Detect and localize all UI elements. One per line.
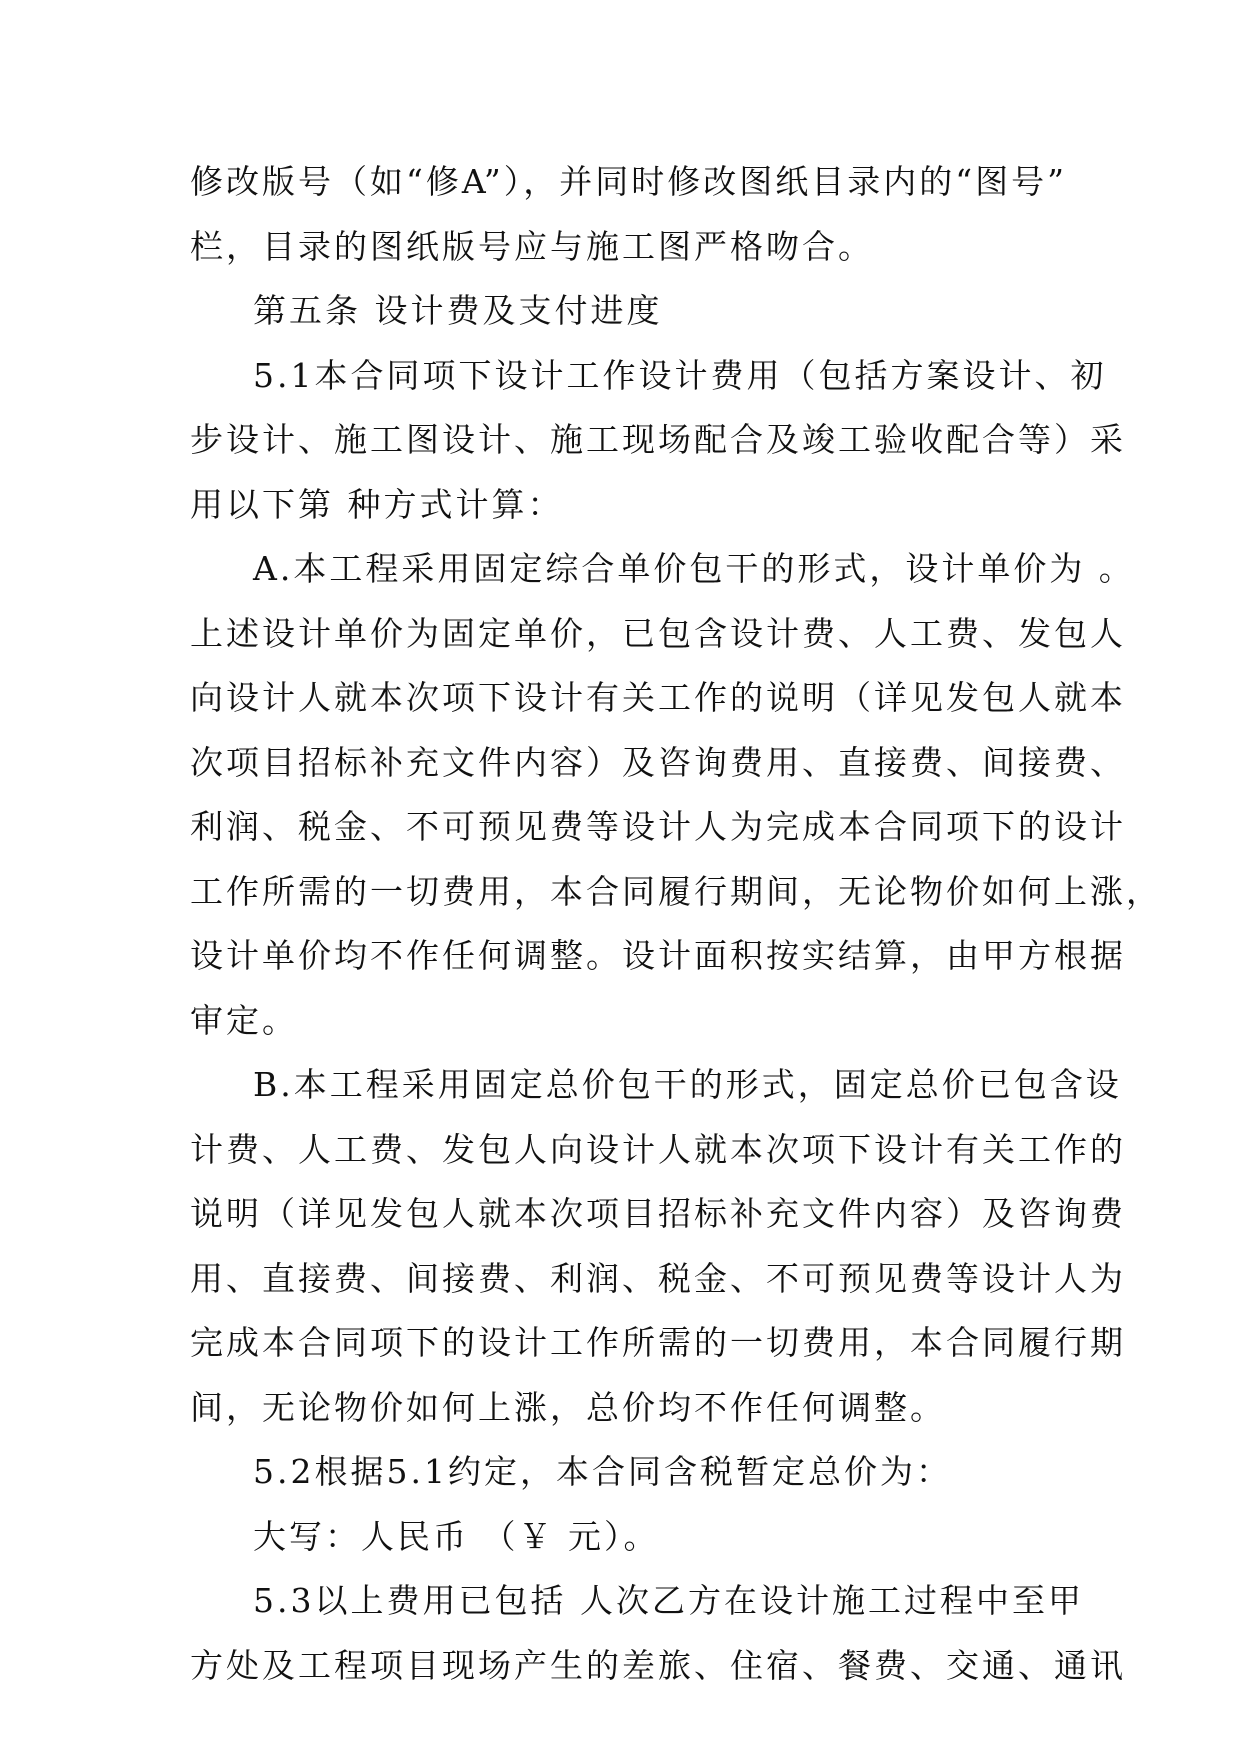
clause-5-3: 5.3以上费用已包括 人次乙方在设计施工过程中至甲 [253,1581,1084,1620]
section-heading: 第五条 设计费及支付进度 [253,291,663,330]
text-line: 方处及工程项目现场产生的差旅、住宿、餐费、交通、通讯 [190,1645,1126,1685]
text-line: 间，无论物价如何上涨，总价均不作任何调整。 [190,1387,946,1427]
document-body [190,150,1162,1698]
option-b: B.本工程采用固定总价包干的形式，固定总价已包含设 [253,1065,1122,1104]
text-line: 次项目招标补充文件内容）及咨询费用、直接费、间接费、 [190,742,1126,782]
text-line: 利润、税金、不可预见费等设计人为完成本合同项下的设计 [190,807,1126,846]
text-line: 设计单价均不作任何调整。设计面积按实结算，由甲方根据 [190,936,1126,975]
text-line: 用以下第 种方式计算： [190,484,564,524]
text-line: 用、直接费、间接费、利润、税金、不可预见费等设计人为 [190,1258,1126,1298]
text-line: 审定。 [190,1000,298,1040]
text-line: 计费、人工费、发包人向设计人就本次项下设计有关工作的 [190,1129,1126,1169]
text-line: 工作所需的一切费用，本合同履行期间，无论物价如何上涨， [190,871,1162,911]
clause-5-1: 5.1本合同项下设计工作设计费用（包括方案设计、初 [253,355,1107,395]
amount-in-words: 大写：人民币 （￥ 元）。 [253,1516,660,1556]
text-line: 修改版号（如“修A”），并同时修改图纸目录内的“图号” [190,162,1067,201]
text-line: 步设计、施工图设计、施工现场配合及竣工验收配合等）采 [190,420,1126,459]
text-line: 向设计人就本次项下设计有关工作的说明（详见发包人就本 [190,678,1126,717]
text-line: 上述设计单价为固定单价，已包含设计费、人工费、发包人 [190,613,1126,653]
text-line: 说明（详见发包人就本次项目招标补充文件内容）及咨询费 [190,1194,1126,1233]
clause-5-2: 5.2根据5.1约定，本合同含税暂定总价为： [253,1452,952,1491]
text-line: 栏，目录的图纸版号应与施工图严格吻合。 [190,226,874,266]
text-line: 完成本合同项下的设计工作所需的一切费用，本合同履行期 [190,1323,1126,1362]
option-a: A.本工程采用固定综合单价包干的形式，设计单价为 。 [253,549,1135,588]
